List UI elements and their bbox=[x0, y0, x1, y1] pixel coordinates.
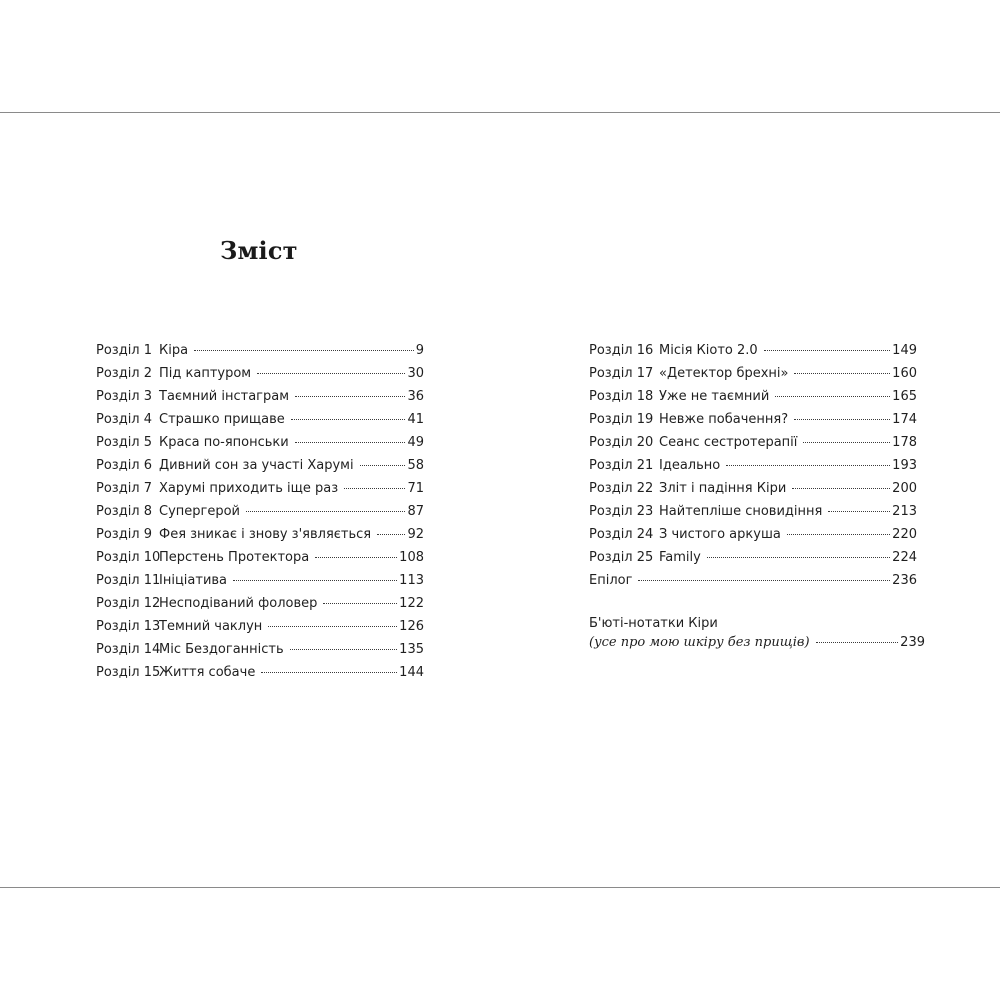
toc-entry[interactable] bbox=[589, 504, 917, 527]
toc-entry-page: 144 bbox=[399, 665, 424, 680]
dot-leader bbox=[246, 511, 405, 512]
toc-entry-chapter: Розділ 10 bbox=[96, 550, 161, 565]
toc-entry[interactable] bbox=[96, 619, 424, 642]
toc-entry[interactable] bbox=[96, 596, 424, 619]
dot-leader bbox=[775, 396, 890, 397]
toc-entry-chapter: Розділ 17 bbox=[589, 366, 654, 381]
beauty-notes-page: 239 bbox=[900, 635, 925, 650]
toc-entry[interactable] bbox=[589, 458, 917, 481]
toc-entry-page: 135 bbox=[399, 642, 424, 657]
dot-leader bbox=[707, 557, 890, 558]
toc-entry-page: 174 bbox=[892, 412, 917, 427]
toc-entry-chapter: Розділ 25 bbox=[589, 550, 654, 565]
toc-entry-page: 30 bbox=[407, 366, 424, 381]
toc-entry[interactable] bbox=[96, 412, 424, 435]
toc-entry-chapter: Розділ 14 bbox=[96, 642, 161, 657]
dot-leader bbox=[377, 534, 405, 535]
toc-entry-chapter: Розділ 22 bbox=[589, 481, 654, 496]
toc-entry[interactable] bbox=[96, 642, 424, 665]
dot-leader bbox=[794, 419, 890, 420]
toc-entry-page: 224 bbox=[892, 550, 917, 565]
toc-entry-name: Дивний сон за участі Харумі bbox=[159, 458, 354, 473]
toc-entry-name: Темний чаклун bbox=[159, 619, 263, 634]
toc-entry-chapter: Розділ 20 bbox=[589, 435, 654, 450]
toc-entry-name: Найтепліше сновидіння bbox=[659, 504, 823, 519]
toc-entry-chapter: Розділ 13 bbox=[96, 619, 161, 634]
toc-entry-name: Епілог bbox=[589, 573, 633, 588]
dot-leader bbox=[360, 465, 406, 466]
toc-entry-epilogue[interactable] bbox=[589, 573, 917, 596]
toc-entry-name: Перстень Протектора bbox=[159, 550, 310, 565]
toc-entry-chapter: Розділ 6 bbox=[96, 458, 153, 473]
toc-entry-name: Зліт і падіння Кіри bbox=[659, 481, 787, 496]
dot-leader bbox=[344, 488, 405, 489]
toc-entry-chapter: Розділ 8 bbox=[96, 504, 153, 519]
toc-entry-page: 58 bbox=[407, 458, 424, 473]
toc-entry[interactable] bbox=[96, 550, 424, 573]
toc-entry[interactable] bbox=[589, 343, 917, 366]
toc-entry-chapter: Розділ 23 bbox=[589, 504, 654, 519]
toc-entry-name: Харумі приходить іще раз bbox=[159, 481, 339, 496]
toc-entry-name: «Детектор брехні» bbox=[659, 366, 789, 381]
toc-entry[interactable] bbox=[96, 504, 424, 527]
toc-left-column bbox=[96, 343, 424, 688]
toc-entry-page: 178 bbox=[892, 435, 917, 450]
toc-entry-chapter: Розділ 24 bbox=[589, 527, 654, 542]
toc-entry-page: 92 bbox=[407, 527, 424, 542]
beauty-notes-line bbox=[589, 635, 925, 650]
toc-entry-name: Уже не таємний bbox=[659, 389, 770, 404]
dot-leader bbox=[291, 419, 406, 420]
toc-entry-page: 220 bbox=[892, 527, 917, 542]
dot-leader bbox=[638, 580, 890, 581]
beauty-notes-subtitle: (усе про мою шкіру без прищів) bbox=[589, 635, 810, 650]
dot-leader bbox=[290, 649, 398, 650]
toc-entry[interactable] bbox=[589, 527, 917, 550]
toc-entry-page: 126 bbox=[399, 619, 424, 634]
toc-entry-name: Життя собаче bbox=[159, 665, 256, 680]
toc-entry-name: Супергерой bbox=[159, 504, 241, 519]
toc-entry-name: Місія Кіото 2.0 bbox=[659, 343, 758, 358]
toc-right-column bbox=[589, 343, 917, 596]
dot-leader bbox=[295, 442, 406, 443]
toc-entry-page: 160 bbox=[892, 366, 917, 381]
toc-entry-chapter: Розділ 11 bbox=[96, 573, 161, 588]
dot-leader bbox=[803, 442, 890, 443]
dot-leader bbox=[828, 511, 890, 512]
toc-entry-page: 213 bbox=[892, 504, 917, 519]
toc-entry[interactable] bbox=[96, 458, 424, 481]
toc-entry[interactable] bbox=[96, 665, 424, 688]
dot-leader bbox=[233, 580, 397, 581]
toc-entry-page: 122 bbox=[399, 596, 424, 611]
toc-entry-chapter: Розділ 9 bbox=[96, 527, 153, 542]
toc-entry-name: Невже побачення? bbox=[659, 412, 789, 427]
toc-entry-name: Фея зникає і знову з'являється bbox=[159, 527, 372, 542]
dot-leader bbox=[794, 373, 890, 374]
beauty-notes-title: Б'юті-нотатки Кіри bbox=[589, 616, 718, 631]
toc-entry-name: Кіра bbox=[159, 343, 189, 358]
toc-entry-name: Несподіваний фоловер bbox=[159, 596, 318, 611]
toc-entry-page: 41 bbox=[407, 412, 424, 427]
toc-entry-page: 149 bbox=[892, 343, 917, 358]
toc-entry-name: Ініціатива bbox=[159, 573, 228, 588]
toc-entry-chapter: Розділ 3 bbox=[96, 389, 153, 404]
dot-leader bbox=[261, 672, 397, 673]
toc-entry-page: 236 bbox=[892, 573, 917, 588]
toc-entry-page: 9 bbox=[415, 343, 424, 358]
dot-leader bbox=[257, 373, 405, 374]
toc-entry-chapter: Розділ 15 bbox=[96, 665, 161, 680]
dot-leader bbox=[295, 396, 405, 397]
toc-entry-chapter: Розділ 4 bbox=[96, 412, 153, 427]
toc-entry-name: Міс Бездоганність bbox=[159, 642, 284, 657]
toc-entry-name: Краса по-японськи bbox=[159, 435, 289, 450]
toc-entry-chapter: Розділ 1 bbox=[96, 343, 153, 358]
toc-entry-page: 36 bbox=[407, 389, 424, 404]
toc-entry[interactable] bbox=[589, 435, 917, 458]
dot-leader bbox=[726, 465, 890, 466]
beauty-notes-entry[interactable] bbox=[589, 612, 925, 650]
toc-entry[interactable] bbox=[96, 343, 424, 366]
dot-leader bbox=[323, 603, 397, 604]
dot-leader bbox=[787, 534, 890, 535]
toc-entry[interactable] bbox=[96, 435, 424, 458]
toc-entry-name: Під каптуром bbox=[159, 366, 252, 381]
toc-entry[interactable] bbox=[96, 573, 424, 596]
toc-entry[interactable] bbox=[589, 481, 917, 504]
toc-entry-name: Family bbox=[659, 550, 701, 565]
toc-entry-chapter: Розділ 18 bbox=[589, 389, 654, 404]
dot-leader bbox=[816, 642, 899, 643]
toc-title: Зміст bbox=[220, 236, 298, 265]
dot-leader bbox=[764, 350, 891, 351]
dot-leader bbox=[792, 488, 890, 489]
toc-entry[interactable] bbox=[96, 366, 424, 389]
toc-entry[interactable] bbox=[96, 481, 424, 504]
toc-entry-page: 165 bbox=[892, 389, 917, 404]
toc-entry-name: Ідеально bbox=[659, 458, 721, 473]
toc-entry-page: 200 bbox=[892, 481, 917, 496]
toc-entry-chapter: Розділ 2 bbox=[96, 366, 153, 381]
toc-entry-chapter: Розділ 5 bbox=[96, 435, 153, 450]
toc-entry-page: 87 bbox=[407, 504, 424, 519]
dot-leader bbox=[315, 557, 397, 558]
toc-entry-name: Страшко прищаве bbox=[159, 412, 285, 427]
toc-entry-chapter: Розділ 21 bbox=[589, 458, 654, 473]
toc-entry[interactable] bbox=[96, 527, 424, 550]
toc-entry-name: Таємний інстаграм bbox=[159, 389, 290, 404]
toc-entry-chapter: Розділ 7 bbox=[96, 481, 153, 496]
toc-entry-name: З чистого аркуша bbox=[659, 527, 781, 542]
toc-entry-page: 71 bbox=[407, 481, 424, 496]
toc-entry[interactable] bbox=[589, 366, 917, 389]
toc-entry-page: 49 bbox=[407, 435, 424, 450]
toc-entry-page: 193 bbox=[892, 458, 917, 473]
toc-entry[interactable] bbox=[589, 550, 917, 573]
toc-entry-name: Сеанс сестротерапії bbox=[659, 435, 798, 450]
toc-entry-chapter: Розділ 16 bbox=[589, 343, 654, 358]
toc-entry-page: 113 bbox=[399, 573, 424, 588]
toc-entry-chapter: Розділ 19 bbox=[589, 412, 654, 427]
dot-leader bbox=[268, 626, 397, 627]
toc-entry-page: 108 bbox=[399, 550, 424, 565]
toc-entry[interactable] bbox=[589, 412, 917, 435]
toc-entry-chapter: Розділ 12 bbox=[96, 596, 161, 611]
toc-entry[interactable] bbox=[96, 389, 424, 412]
toc-entry[interactable] bbox=[589, 389, 917, 412]
dot-leader bbox=[194, 350, 414, 351]
